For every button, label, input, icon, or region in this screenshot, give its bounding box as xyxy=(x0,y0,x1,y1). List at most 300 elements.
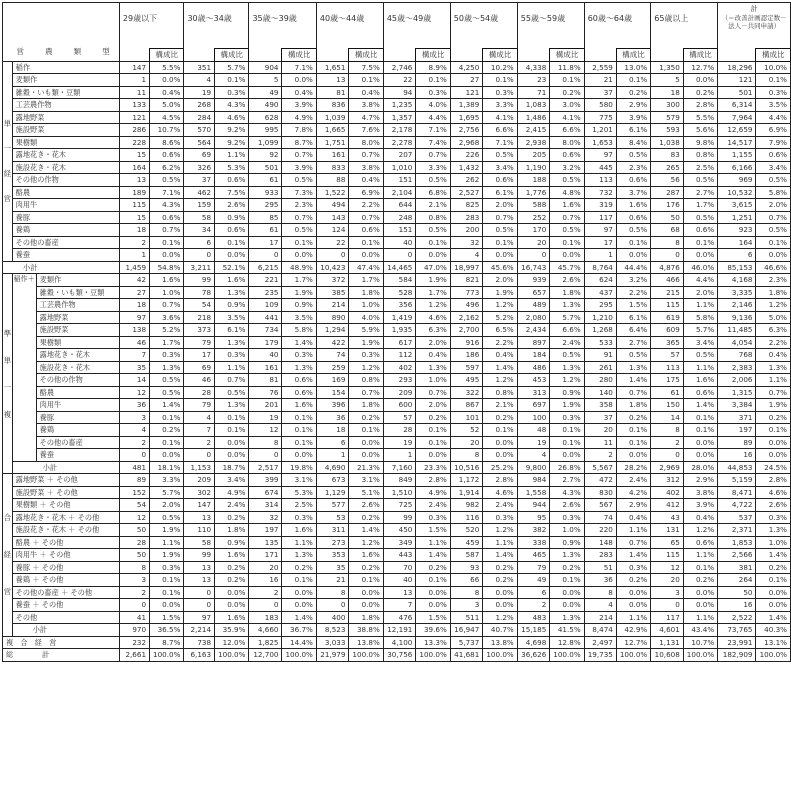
table-row xyxy=(3,111,791,124)
ratio-cell: 3.8% xyxy=(349,99,383,112)
ratio-cell: 1.2% xyxy=(483,299,517,312)
ratio-cell: 6.1% xyxy=(616,311,650,324)
ratio-cell: 1.3% xyxy=(550,611,584,624)
table-row xyxy=(3,149,791,162)
ratio-cell: 1.3% xyxy=(282,361,316,374)
count-cell: 849 xyxy=(383,474,416,487)
row-label: その他 xyxy=(12,611,119,624)
table-row xyxy=(3,199,791,212)
row-label: 施設花き・花木 xyxy=(36,361,119,374)
ratio-cell: 1.6% xyxy=(215,611,249,624)
ratio-cell: 1.0% xyxy=(416,374,450,387)
farm-type-header xyxy=(3,3,120,62)
ratio-cell: 0.2% xyxy=(416,411,450,424)
ratio-cell: 13.8% xyxy=(483,636,517,649)
ratio-cell: 52.1% xyxy=(215,261,249,274)
count-cell: 13 xyxy=(383,586,416,599)
count-cell: 453 xyxy=(517,374,550,387)
count-cell: 984 xyxy=(517,474,550,487)
ratio-cell: 0.3% xyxy=(756,86,791,99)
ratio-cell: 0.6% xyxy=(683,536,717,549)
ratio-cell: 0.5% xyxy=(756,174,791,187)
row-label: その他の畜産 ＋ その他 xyxy=(12,586,119,599)
ratio-cell: 3.4% xyxy=(215,474,249,487)
ratio-cell: 0.7% xyxy=(282,149,316,162)
ratio-cell: 2.6% xyxy=(550,274,584,287)
count-cell: 248 xyxy=(383,211,416,224)
count-cell: 1,099 xyxy=(249,136,282,149)
ratio-cell: 2.6% xyxy=(215,199,249,212)
ratio-cell: 1.1% xyxy=(150,536,184,549)
ratio-cell: 0.2% xyxy=(150,424,184,437)
ratio-cell: 18.1% xyxy=(150,461,184,474)
count-cell: 1,155 xyxy=(718,149,756,162)
count-cell: 207 xyxy=(383,149,416,162)
ratio-cell: 1.4% xyxy=(282,611,316,624)
count-cell: 2,559 xyxy=(584,61,616,74)
row-label: 酪農 xyxy=(36,386,119,399)
count-cell: 161 xyxy=(249,361,282,374)
group-char: 一 xyxy=(3,382,12,392)
count-cell: 1,201 xyxy=(584,124,616,137)
count-cell: 143 xyxy=(316,211,349,224)
count-cell: 284 xyxy=(184,111,215,124)
count-cell: 8,471 xyxy=(718,486,756,499)
count-cell: 580 xyxy=(584,99,616,112)
count-cell: 7 xyxy=(184,424,215,437)
row-label: 工芸農作物 xyxy=(12,99,119,112)
ratio-cell: 2.0% xyxy=(416,336,450,349)
ratio-cell: 2.7% xyxy=(616,336,650,349)
count-cell: 365 xyxy=(651,336,684,349)
count-cell: 6 xyxy=(184,236,215,249)
ratio-subheader: 構成比 xyxy=(756,49,791,62)
table-row xyxy=(3,236,791,249)
ratio-cell: 100.0% xyxy=(683,649,717,662)
count-cell: 501 xyxy=(249,161,282,174)
count-cell: 4,338 xyxy=(517,61,550,74)
ratio-cell: 0.3% xyxy=(483,86,517,99)
count-cell: 197 xyxy=(718,424,756,437)
table-row xyxy=(3,599,791,612)
ratio-cell: 1.3% xyxy=(282,549,316,562)
ratio-cell: 100.0% xyxy=(550,649,584,662)
ratio-cell: 0.5% xyxy=(683,174,717,187)
count-cell: 300 xyxy=(651,99,684,112)
ratio-cell: 0.0% xyxy=(756,449,791,462)
ratio-subheader: 構成比 xyxy=(616,49,650,62)
farm-type-by-age-table xyxy=(2,2,791,662)
count-cell: 97 xyxy=(584,224,616,237)
count-cell: 1,268 xyxy=(584,324,616,337)
count-cell: 30,756 xyxy=(383,649,416,662)
ratio-cell: 0.0% xyxy=(683,586,717,599)
ratio-cell: 24.5% xyxy=(756,461,791,474)
count-cell: 821 xyxy=(450,274,483,287)
count-cell: 1 xyxy=(119,249,149,262)
ratio-cell: 5.7% xyxy=(150,486,184,499)
count-cell: 151 xyxy=(383,224,416,237)
ratio-cell: 0.7% xyxy=(756,386,791,399)
ratio-cell: 10.7% xyxy=(683,636,717,649)
count-cell: 69 xyxy=(184,149,215,162)
count-cell: 69 xyxy=(184,361,215,374)
ratio-cell: 6.6% xyxy=(483,124,517,137)
count-cell: 8,764 xyxy=(584,261,616,274)
count-cell: 1,651 xyxy=(316,61,349,74)
ratio-subheader: 構成比 xyxy=(483,49,517,62)
count-cell: 74 xyxy=(316,349,349,362)
ratio-cell: 1.2% xyxy=(550,374,584,387)
count-cell: 37 xyxy=(584,411,616,424)
table-row xyxy=(3,174,791,187)
row-label: 肉用牛 xyxy=(36,399,119,412)
ratio-cell: 48.9% xyxy=(282,261,316,274)
ratio-cell: 1.1% xyxy=(683,361,717,374)
ratio-cell: 3.1% xyxy=(349,474,383,487)
count-cell: 2,968 xyxy=(450,136,483,149)
ratio-cell: 1.7% xyxy=(416,286,450,299)
ratio-cell: 4.1% xyxy=(483,111,517,124)
ratio-cell: 8.7% xyxy=(282,136,316,149)
count-cell: 19 xyxy=(383,436,416,449)
ratio-cell: 0.7% xyxy=(550,211,584,224)
table-row xyxy=(3,399,791,412)
ratio-cell: 0.3% xyxy=(416,511,450,524)
ratio-cell: 4.3% xyxy=(150,199,184,212)
ratio-cell: 4.3% xyxy=(215,99,249,112)
count-cell: 54 xyxy=(119,499,149,512)
ratio-cell: 0.6% xyxy=(756,149,791,162)
count-subheader xyxy=(316,49,349,62)
count-cell: 50 xyxy=(651,211,684,224)
count-cell: 268 xyxy=(184,99,215,112)
count-cell: 186 xyxy=(450,349,483,362)
count-cell: 970 xyxy=(119,624,149,637)
row-label: 肉用牛 ＋ その他 xyxy=(12,549,119,562)
count-cell: 1,459 xyxy=(119,261,149,274)
count-subheader xyxy=(651,49,684,62)
count-cell: 495 xyxy=(450,374,483,387)
count-cell: 481 xyxy=(119,461,149,474)
ratio-cell: 43.4% xyxy=(683,624,717,637)
ratio-subheader: 構成比 xyxy=(150,49,184,62)
group-char: 複 xyxy=(3,409,12,419)
count-cell: 6,166 xyxy=(718,161,756,174)
ratio-cell: 0.1% xyxy=(550,436,584,449)
count-cell: 567 xyxy=(584,499,616,512)
ratio-cell: 1.3% xyxy=(550,549,584,562)
table-row xyxy=(3,486,791,499)
count-cell: 6,314 xyxy=(718,99,756,112)
count-cell: 124 xyxy=(316,224,349,237)
row-label: 養蚕 xyxy=(36,449,119,462)
count-cell: 99 xyxy=(184,274,215,287)
count-cell: 99 xyxy=(383,511,416,524)
count-cell: 5,737 xyxy=(450,636,483,649)
count-cell: 584 xyxy=(383,274,416,287)
ratio-cell: 5.8% xyxy=(282,324,316,337)
ratio-cell: 36.7% xyxy=(282,624,316,637)
ratio-cell: 0.1% xyxy=(150,411,184,424)
count-cell: 3 xyxy=(450,599,483,612)
ratio-cell: 0.7% xyxy=(756,211,791,224)
ratio-cell: 2.8% xyxy=(756,474,791,487)
ratio-cell: 0.6% xyxy=(349,224,383,237)
ratio-cell: 0.3% xyxy=(550,511,584,524)
count-cell: 148 xyxy=(584,536,616,549)
count-cell: 1,210 xyxy=(584,311,616,324)
ratio-cell: 0.2% xyxy=(483,411,517,424)
ratio-cell: 8.0% xyxy=(550,136,584,149)
count-cell: 27 xyxy=(119,286,149,299)
table-row xyxy=(3,74,791,87)
count-cell: 175 xyxy=(651,374,684,387)
ratio-cell: 9.2% xyxy=(215,124,249,137)
ratio-cell: 4.5% xyxy=(150,111,184,124)
age-group-header: 35歳～39歳 xyxy=(249,3,316,49)
ratio-cell: 2.2% xyxy=(349,199,383,212)
row-label: 果樹類 xyxy=(12,136,119,149)
ratio-cell: 3.5% xyxy=(215,311,249,324)
subtotal-row xyxy=(3,624,791,637)
ratio-cell: 0.1% xyxy=(550,236,584,249)
ratio-cell: 2.2% xyxy=(616,286,650,299)
ratio-cell: 13.8% xyxy=(349,636,383,649)
count-cell: 2,214 xyxy=(184,624,215,637)
row-label: その他の作物 xyxy=(36,374,119,387)
count-cell: 88 xyxy=(316,174,349,187)
ratio-cell: 0.8% xyxy=(416,211,450,224)
ratio-cell: 2.9% xyxy=(683,474,717,487)
ratio-cell: 0.7% xyxy=(349,386,383,399)
ratio-cell: 0.6% xyxy=(150,149,184,162)
count-cell: 8 xyxy=(651,424,684,437)
ratio-cell: 1.7% xyxy=(349,274,383,287)
ratio-cell: 5.0% xyxy=(150,99,184,112)
ratio-cell: 7.5% xyxy=(215,186,249,199)
count-cell: 944 xyxy=(517,499,550,512)
count-cell: 2,517 xyxy=(249,461,282,474)
group-label-combined xyxy=(3,474,13,637)
count-cell: 1,350 xyxy=(651,61,684,74)
count-cell: 3,615 xyxy=(718,199,756,212)
ratio-cell: 1.6% xyxy=(150,274,184,287)
count-cell: 34 xyxy=(184,224,215,237)
count-cell: 8 xyxy=(119,561,149,574)
ratio-cell: 0.0% xyxy=(349,436,383,449)
ratio-cell: 5.0% xyxy=(756,311,791,324)
count-cell: 6 xyxy=(517,586,550,599)
count-cell: 1,665 xyxy=(316,124,349,137)
count-cell: 0 xyxy=(249,449,282,462)
count-cell: 725 xyxy=(383,499,416,512)
count-cell: 68 xyxy=(651,224,684,237)
count-cell: 19 xyxy=(517,436,550,449)
count-cell: 13 xyxy=(184,511,215,524)
ratio-cell: 39.6% xyxy=(416,624,450,637)
count-cell: 371 xyxy=(718,411,756,424)
ratio-cell: 1.9% xyxy=(150,549,184,562)
ratio-cell: 0.5% xyxy=(483,224,517,237)
count-cell: 2,371 xyxy=(718,524,756,537)
count-cell: 836 xyxy=(316,99,349,112)
count-cell: 4,100 xyxy=(383,636,416,649)
ratio-cell: 0.6% xyxy=(215,224,249,237)
count-cell: 115 xyxy=(651,299,684,312)
ratio-cell: 1.1% xyxy=(616,611,650,624)
ratio-cell: 2.8% xyxy=(416,474,450,487)
ratio-cell: 0.5% xyxy=(756,224,791,237)
ratio-cell: 5.5% xyxy=(150,61,184,74)
ratio-cell: 0.9% xyxy=(215,211,249,224)
ratio-cell: 0.1% xyxy=(349,424,383,437)
ratio-cell: 0.4% xyxy=(150,86,184,99)
ratio-cell: 1.0% xyxy=(349,299,383,312)
count-cell: 264 xyxy=(718,574,756,587)
count-cell: 133 xyxy=(119,99,149,112)
ratio-cell: 13.0% xyxy=(616,61,650,74)
ratio-cell: 6.1% xyxy=(483,186,517,199)
count-cell: 115 xyxy=(119,199,149,212)
age-group-header: 55歳～59歳 xyxy=(517,3,584,49)
ratio-cell: 0.1% xyxy=(282,411,316,424)
table-row xyxy=(3,499,791,512)
count-cell: 1,235 xyxy=(383,99,416,112)
ratio-cell: 0.9% xyxy=(550,386,584,399)
ratio-cell: 0.0% xyxy=(550,599,584,612)
ratio-cell: 41.5% xyxy=(550,624,584,637)
count-cell: 2,522 xyxy=(718,611,756,624)
table-row xyxy=(3,336,791,349)
ratio-cell: 3.9% xyxy=(282,99,316,112)
ratio-cell: 1.1% xyxy=(416,536,450,549)
ratio-subheader: 構成比 xyxy=(550,49,584,62)
count-cell: 140 xyxy=(584,386,616,399)
count-cell: 577 xyxy=(316,499,349,512)
count-cell: 99 xyxy=(184,549,215,562)
count-cell: 74 xyxy=(584,511,616,524)
ratio-cell: 7.8% xyxy=(282,124,316,137)
table-row xyxy=(3,386,791,399)
ratio-cell: 2.5% xyxy=(683,161,717,174)
count-cell: 593 xyxy=(651,124,684,137)
count-cell: 1,315 xyxy=(718,386,756,399)
ratio-cell: 2.6% xyxy=(756,499,791,512)
ratio-cell: 3.3% xyxy=(483,99,517,112)
count-cell: 609 xyxy=(651,324,684,337)
ratio-cell: 0.1% xyxy=(282,424,316,437)
ratio-cell: 5.2% xyxy=(483,311,517,324)
count-cell: 81 xyxy=(249,374,282,387)
count-cell: 70 xyxy=(383,561,416,574)
count-cell: 0 xyxy=(184,449,215,462)
ratio-cell: 0.6% xyxy=(150,211,184,224)
ratio-cell: 4.9% xyxy=(215,486,249,499)
ratio-cell: 1.8% xyxy=(349,611,383,624)
count-subheader xyxy=(119,49,149,62)
ratio-cell: 1.6% xyxy=(282,399,316,412)
count-cell: 773 xyxy=(450,286,483,299)
count-cell: 465 xyxy=(517,549,550,562)
ratio-cell: 4.4% xyxy=(756,111,791,124)
table-row xyxy=(3,586,791,599)
ratio-cell: 0.1% xyxy=(215,424,249,437)
count-cell: 42 xyxy=(119,274,149,287)
table-row xyxy=(3,424,791,437)
count-cell: 37 xyxy=(184,174,215,187)
count-cell: 16 xyxy=(718,599,756,612)
count-cell: 4,168 xyxy=(718,274,756,287)
ratio-cell: 10.7% xyxy=(150,124,184,137)
ratio-cell: 0.5% xyxy=(416,174,450,187)
ratio-cell: 0.1% xyxy=(756,74,791,87)
ratio-cell: 0.5% xyxy=(150,174,184,187)
count-cell: 22 xyxy=(383,74,416,87)
ratio-cell: 0.7% xyxy=(416,386,450,399)
ratio-cell: 4.9% xyxy=(282,111,316,124)
count-cell: 2,756 xyxy=(450,124,483,137)
count-cell: 273 xyxy=(316,536,349,549)
count-cell: 674 xyxy=(249,486,282,499)
ratio-cell: 7.6% xyxy=(349,124,383,137)
table-row xyxy=(3,449,791,462)
count-cell: 93 xyxy=(450,561,483,574)
ratio-cell: 5.8% xyxy=(756,186,791,199)
ratio-cell: 0.5% xyxy=(150,511,184,524)
ratio-cell: 4.0% xyxy=(349,311,383,324)
count-cell: 2,661 xyxy=(119,649,149,662)
count-cell: 1 xyxy=(119,74,149,87)
farm-type-header-char: 類 xyxy=(73,46,82,56)
ratio-cell: 12.0% xyxy=(215,636,249,649)
ratio-cell: 0.7% xyxy=(349,149,383,162)
count-cell: 402 xyxy=(383,361,416,374)
ratio-cell: 100.0% xyxy=(483,649,517,662)
count-cell: 21 xyxy=(316,574,349,587)
ratio-cell: 0.1% xyxy=(349,574,383,587)
ratio-cell: 0.7% xyxy=(483,211,517,224)
count-cell: 0 xyxy=(184,249,215,262)
count-cell: 890 xyxy=(316,311,349,324)
count-cell: 113 xyxy=(651,361,684,374)
count-cell: 50 xyxy=(718,586,756,599)
row-label: その他の作物 xyxy=(12,174,119,187)
ratio-cell: 0.1% xyxy=(349,74,383,87)
count-cell: 358 xyxy=(584,399,616,412)
count-cell: 628 xyxy=(249,111,282,124)
count-cell: 734 xyxy=(249,324,282,337)
ratio-cell: 0.0% xyxy=(483,249,517,262)
ratio-cell: 0.6% xyxy=(616,174,650,187)
ratio-cell: 5.7% xyxy=(215,61,249,74)
grand-total-row xyxy=(3,649,791,662)
row-label: 麦類作 xyxy=(36,274,119,287)
count-cell: 52 xyxy=(450,424,483,437)
count-cell: 4 xyxy=(119,424,149,437)
table-row xyxy=(3,211,791,224)
subtotal-row xyxy=(3,261,791,274)
count-cell: 16 xyxy=(249,574,282,587)
count-cell: 2 xyxy=(249,586,282,599)
ratio-cell: 0.0% xyxy=(282,74,316,87)
count-cell: 396 xyxy=(316,399,349,412)
ratio-cell: 1.1% xyxy=(683,549,717,562)
ratio-cell: 1.1% xyxy=(756,374,791,387)
ratio-cell: 0.6% xyxy=(282,374,316,387)
count-cell: 1,129 xyxy=(316,486,349,499)
count-cell: 5 xyxy=(651,74,684,87)
